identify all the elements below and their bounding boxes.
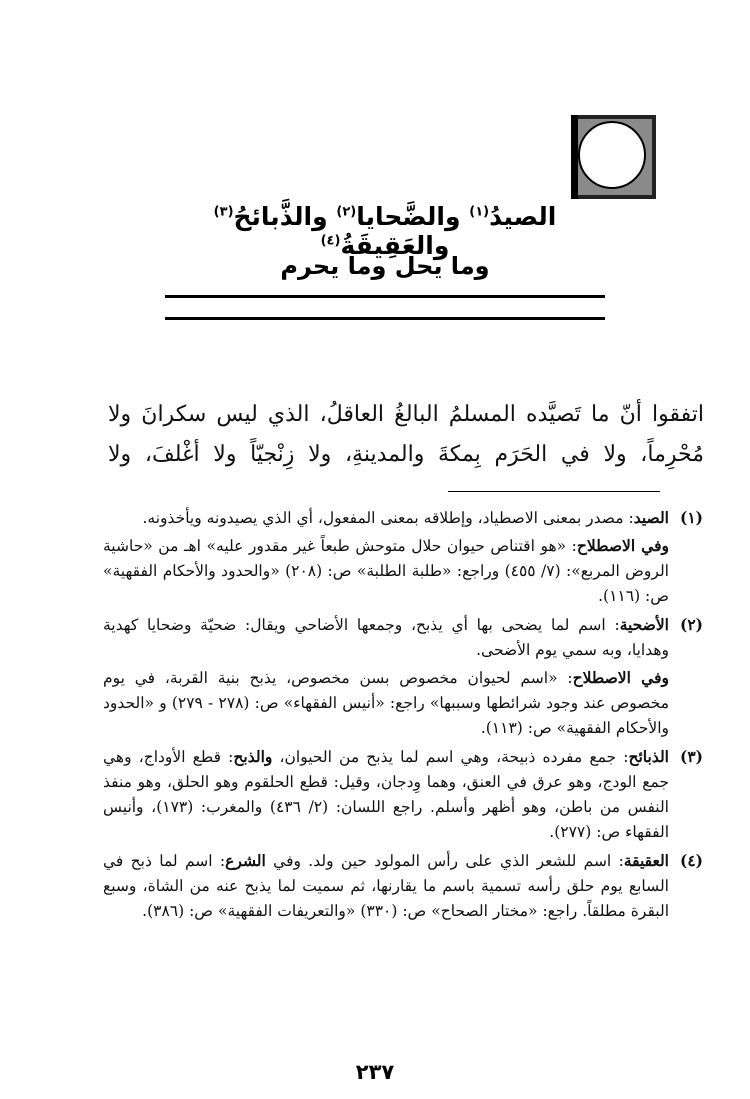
title-word: والذَّبائحُ [233, 202, 328, 231]
page-number: ٢٣٧ [355, 1060, 395, 1084]
footnote-number: (٤) [679, 851, 703, 870]
footnote-term: والذبح [233, 747, 273, 766]
footnote-text: : «اسم لحيوان مخصوص بسن مخصوص، يذبح بنية القربة، في يوم مخصوص عند وجود شرائطها وسببها» راجع: «أنيس الفقهاء» ص: (٢٧٨ - ٢٧٩) و «الحدود والأحكام الفقهية» ص: (١١٣). [103, 669, 669, 737]
footnote-text: : «هو اقتناص حيوان حلال متوحش طبعاً غير مقدور عليه» اهـ من «حاشية الروض المربع»: (٧/ ٤٥٥) وراجع: «طلبة الطلبة» ص: (٢٠٨) «والحدود والأحكام الفقهية» ص: (١١٦). [103, 537, 669, 605]
footnote-term: الأضحية [619, 615, 669, 634]
footnote-term: العقيقة [623, 851, 669, 870]
chapter-subtitle: وما يحل وما يحرم [280, 252, 490, 280]
title-word: والعَقِيقَةُ [340, 231, 450, 260]
footnote-text: : اسم للشعر الذي على رأس المولود حين ولد. وفي [265, 852, 624, 870]
footnote-term: الشرع [225, 851, 266, 870]
title-word: الصيدُ [489, 202, 557, 231]
footnote-mark: (٣) [213, 204, 234, 220]
footnote-term: وفي الاصطلاح [576, 536, 669, 555]
footnote-term: الصيد [633, 508, 669, 527]
footnote-number: (٢) [679, 615, 703, 634]
footnote [103, 744, 703, 845]
footnote-separator [448, 491, 660, 492]
footnote-text: : اسم لما ذبح في السابع يوم حلق رأسه تسمية باسم ما يقارنها، ثم سميت لما يذبح عنه من الشاة، وسبع البقرة مطلقاً. راجع: «مختار الصحاح» ص: (٣٣٠) «والتعريفات الفقهية» ص: (٣٨٦). [103, 852, 669, 920]
text-line: مُحْرِماً، ولا في الحَرَم بِمكةَ والمدينةِ، ولا زِنْجيّاً ولا أغْلفَ، ولا [108, 442, 704, 467]
chapter-emblem-icon [572, 115, 656, 199]
footnote-text: : جمع مفرده ذبيحة، وهي اسم لما يذبح من الحيوان، [272, 748, 629, 766]
footnote-text: : اسم لما يضحى بها أي يذبح، وجمعها الأضاحي ويقال: ضحيّة وضحايا كهدية وهدايا، وبه سمي يوم الأضحى. [103, 616, 669, 659]
main-text [108, 395, 704, 475]
footnote-mark: (١) [469, 204, 490, 220]
title-divider [165, 295, 605, 298]
footnotes [103, 505, 703, 927]
text-line: اتفقوا أنّ ما تَصيَّده المسلمُ البالغُ العاقلُ، الذي ليس سكرانَ ولا [108, 402, 704, 427]
footnote [103, 505, 703, 609]
footnote-term: وفي الاصطلاح [572, 668, 669, 687]
title-divider [165, 317, 605, 320]
footnote [103, 848, 703, 924]
title-word: والضَّحايا [356, 202, 461, 231]
footnote-number: (١) [679, 508, 703, 527]
footnote-text: : مصدر بمعنى الاصطياد، وإطلاقه بمعنى المفعول، أي الذي يصيدونه ويأخذونه. [142, 509, 634, 527]
footnote-mark: (٢) [336, 204, 357, 220]
footnote-number: (٣) [679, 747, 703, 766]
footnote-text: : قطع الأوداج، وهي جمع الودج، وهو عرق في العنق، وهما وِدجان، وقيل: قطع الحلقوم وهو الحلق، وهو منفذ النفس من باطن، وهو أظهر وأسلم. راجع اللسان: (٢/ ٤٣٦) والمغرب: (١٧٣)، وأنيس الفقهاء ص: (٢٧٧). [103, 748, 669, 841]
footnote-mark: (٤) [320, 233, 341, 249]
footnote-term: الذبائح [628, 747, 669, 766]
footnote [103, 612, 703, 741]
